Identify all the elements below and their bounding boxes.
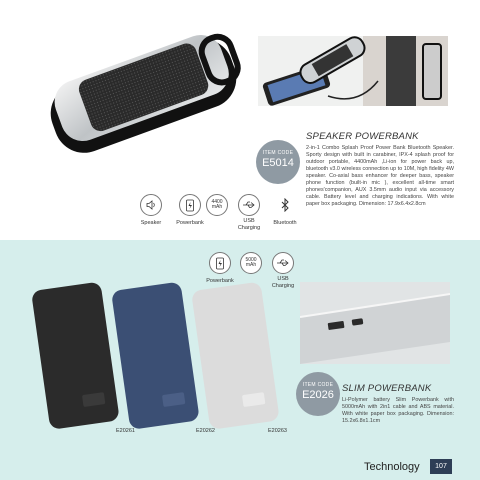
feature-capacity xyxy=(238,252,264,274)
item-code-badge xyxy=(256,140,300,184)
variant-code: E20261 xyxy=(116,428,135,434)
feature-label: Powerbank xyxy=(176,220,204,226)
speaker-lifestyle-photo xyxy=(258,36,448,106)
slim-powerbanks-image xyxy=(28,278,298,430)
feature-label: USB Charging xyxy=(237,218,261,231)
variant-code: E20262 xyxy=(196,428,215,434)
speaker-powerbank-image xyxy=(30,20,250,170)
page-number: 107 xyxy=(430,459,452,474)
item-code-number: E2026 xyxy=(302,389,334,401)
feature-bluetooth xyxy=(270,194,300,227)
usb-port-closeup-photo xyxy=(300,282,450,364)
item-code-label: ITEM CODE xyxy=(302,382,334,388)
item-code-label: ITEM CODE xyxy=(262,150,294,156)
product-description: 2-in-1 Combo Splash Proof Power Bank Bluetooth Speaker. Sporty design with built in carabiner, IPX-4 splash proof for outdoor portable, 4400mAh ,Li-ion for power back up, bluetooth v3.0 wireless connection up to 10M, high fidelity 4W speaker. Co-axial bass enhancer for deeper bass, speaker phone function (built-in mic ), excellent all-time smart phones'companion, AUX 3.5mm audio input via accessory cable. Battery level and charging indications. With white paper box packaging. Dimension: 17.9x6.4x2.8cm xyxy=(306,145,454,207)
usb-icon xyxy=(272,252,294,274)
speaker-icon xyxy=(140,194,162,216)
feature-speaker xyxy=(136,194,166,227)
capacity-icon: 4400 mAh xyxy=(206,194,228,216)
feature-label: Bluetooth xyxy=(273,220,297,226)
product-description: Li-Polymer battery Slim Powerbank with 5000mAh with 2in1 cable and ABS material. With white paper box packaging. Dimension: 15.2x6.8x1.1cm xyxy=(342,397,454,424)
feature-capacity xyxy=(204,194,230,216)
feature-usb-charging xyxy=(234,194,264,231)
feature-label: USB Charging xyxy=(271,276,295,289)
powerbank-icon xyxy=(179,194,201,216)
item-code-number: E5014 xyxy=(262,157,294,169)
variant-code: E20263 xyxy=(268,428,287,434)
powerbank-icon xyxy=(209,252,231,274)
feature-powerbank xyxy=(172,194,208,227)
feature-label: Powerbank xyxy=(206,278,234,284)
item-code-badge xyxy=(296,372,340,416)
product-title: SLIM POWERBANK xyxy=(342,383,432,394)
product-title: SPEAKER POWERBANK xyxy=(306,131,419,142)
bluetooth-icon xyxy=(274,194,296,216)
usb-icon xyxy=(238,194,260,216)
section-title: Technology xyxy=(364,461,420,473)
capacity-icon: 5000 mAh xyxy=(240,252,262,274)
feature-label: Speaker xyxy=(140,220,162,226)
